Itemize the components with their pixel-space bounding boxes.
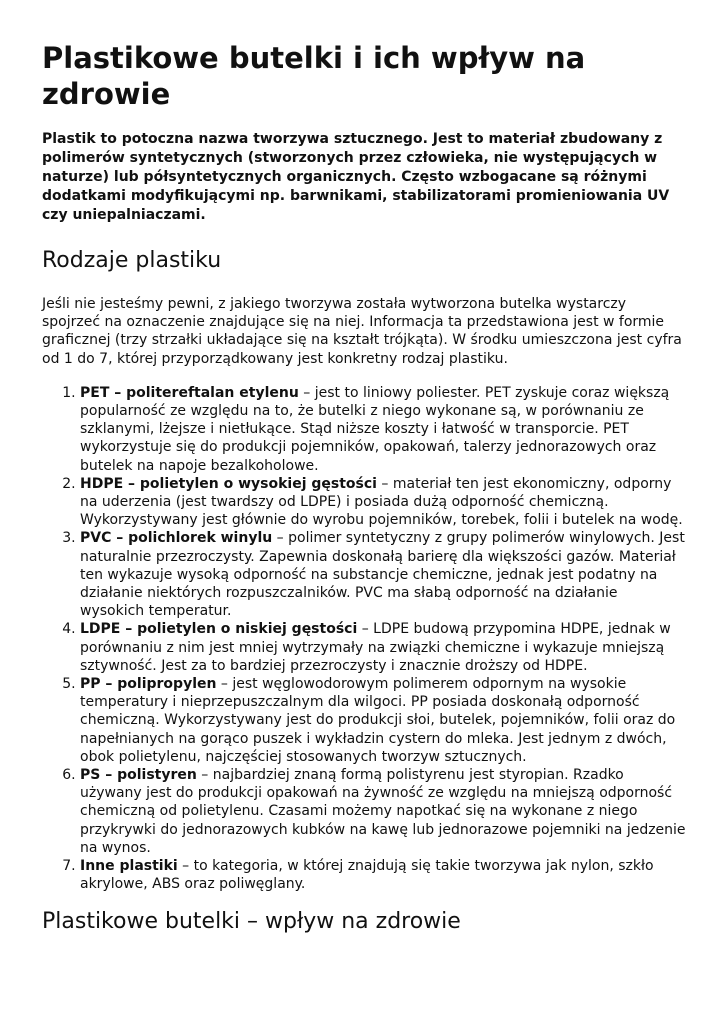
list-item-term: PVC – polichlorek winylu xyxy=(80,530,273,547)
list-item-text: – LDPE budową przypomina HDPE, jednak w porównaniu z nim jest mniej wytrzymały na związki chemiczne i wykazuje mniejszą sztywność. Jest za to bardziej przezroczysty i znacznie droższy od HDPE. xyxy=(80,621,671,674)
section-heading-plastic-types: Rodzaje plastiku xyxy=(42,248,222,273)
list-item-term: HDPE – polietylen o wysokiej gęstości xyxy=(80,475,377,492)
list-item-text: – to kategoria, w której znajdują się takie tworzywa jak nylon, szkło akrylowe, ABS oraz poliwęglany. xyxy=(80,858,654,893)
list-item-text: – najbardziej znaną formą polistyrenu jest styropian. Rzadko używany jest do produkcji opakowań na żywność ze względu na mniejszą odporność chemiczną od polietylenu. Czasami możemy napotkać się na wykonane z niego przykrywki do jednorazowych kubków na kawę lub jednorazowe pojemniki na jedzenie na wynos. xyxy=(80,767,686,856)
list-item-text: – jest węglowodorowym polimerem odpornym na wysokie temperatury i nieprzepuszczalnym dla wilgoci. PP posiada doskonałą odporność chemiczną. Wykorzystywany jest do produkcji słoi, butelek, pojemników, folii oraz do napełnianych na gorąco puszek i wykładzin cystern do mleka. Jest jednym z dwóch, obok polietylenu, najczęściej stosowanych tworzyw sztucznych. xyxy=(80,676,676,765)
list-item-text: – jest to liniowy poliester. PET zyskuje coraz większą popularność ze względu na to, że butelki z niego wykonane są, w porównaniu ze szklanymi, lżejsze i nietłukące. Stąd niższe koszty i łatwość w transporcie. PET wykorzystuje się do produkcji pojemników, opakowań, talerzy jednorazowych oraz butelek na napoje bezalkoholowe. xyxy=(80,384,670,474)
list-item-other xyxy=(80,857,686,893)
list-item-term: PS – polistyren xyxy=(80,767,197,784)
list-item-ps xyxy=(80,766,686,857)
list-item-term: LDPE – polietylen o niskiej gęstości xyxy=(80,621,358,638)
list-item-pvc xyxy=(80,529,686,620)
list-item-hdpe xyxy=(80,475,686,530)
list-item-term: PET – politereftalan etylenu xyxy=(80,384,299,401)
list-item-ldpe xyxy=(80,620,686,675)
list-item-text: – materiał ten jest ekonomiczny, odporny na uderzenia (jest twardszy od LDPE) i posiada dużą odporność chemiczną. Wykorzystywany jest głównie do wyrobu pojemników, torebek, folii i butelek na wodę. xyxy=(80,475,683,529)
list-item-term: PP – polipropylen xyxy=(80,676,217,693)
list-item-pet xyxy=(80,384,686,475)
list-item-pp xyxy=(80,675,686,766)
plastic-types-list xyxy=(42,384,686,894)
list-item-text: – polimer syntetyczny z grupy polimerów winylowych. Jest naturalnie przezroczysty. Zapewnia doskonałą barierę dla większości gazów. Materiał ten wykazuje wysoką odporność na substancje chemiczne, jednak jest podatny na działanie niektórych rozpuszczalników. PVC ma słabą odporność na działanie wysokich temperatur. xyxy=(80,530,685,620)
list-item-term: Inne plastiki xyxy=(80,858,178,875)
section-heading-health-impact: Plastikowe butelki – wpływ na zdrowie xyxy=(42,908,461,934)
page-title: Plastikowe butelki i ich wpływ na zdrowie xyxy=(42,41,586,111)
intro-paragraph: Jeśli nie jesteśmy pewni, z jakiego tworzywa została wytworzona butelka wystarczy spojrzeć na oznaczenie znajdujące się na niej. Informacja ta przedstawiona jest w formie graficznej (trzy strzałki układające się na kształt trójkąta). W środku umieszczona jest cyfra od 1 do 7, której przyporządkowany jest konkretny rodzaj plastiku. xyxy=(42,296,682,367)
lead-paragraph: Plastik to potoczna nazwa tworzywa sztucznego. Jest to materiał zbudowany z polimerów syntetycznych (stworzonych przez człowieka, nie występujących w naturze) lub półsyntetycznych organicznych. Często wzbogacane są różnymi dodatkami modyfikującymi np. barwnikami, stabilizatorami promieniowania UV czy uniepalniaczami. xyxy=(42,131,670,223)
